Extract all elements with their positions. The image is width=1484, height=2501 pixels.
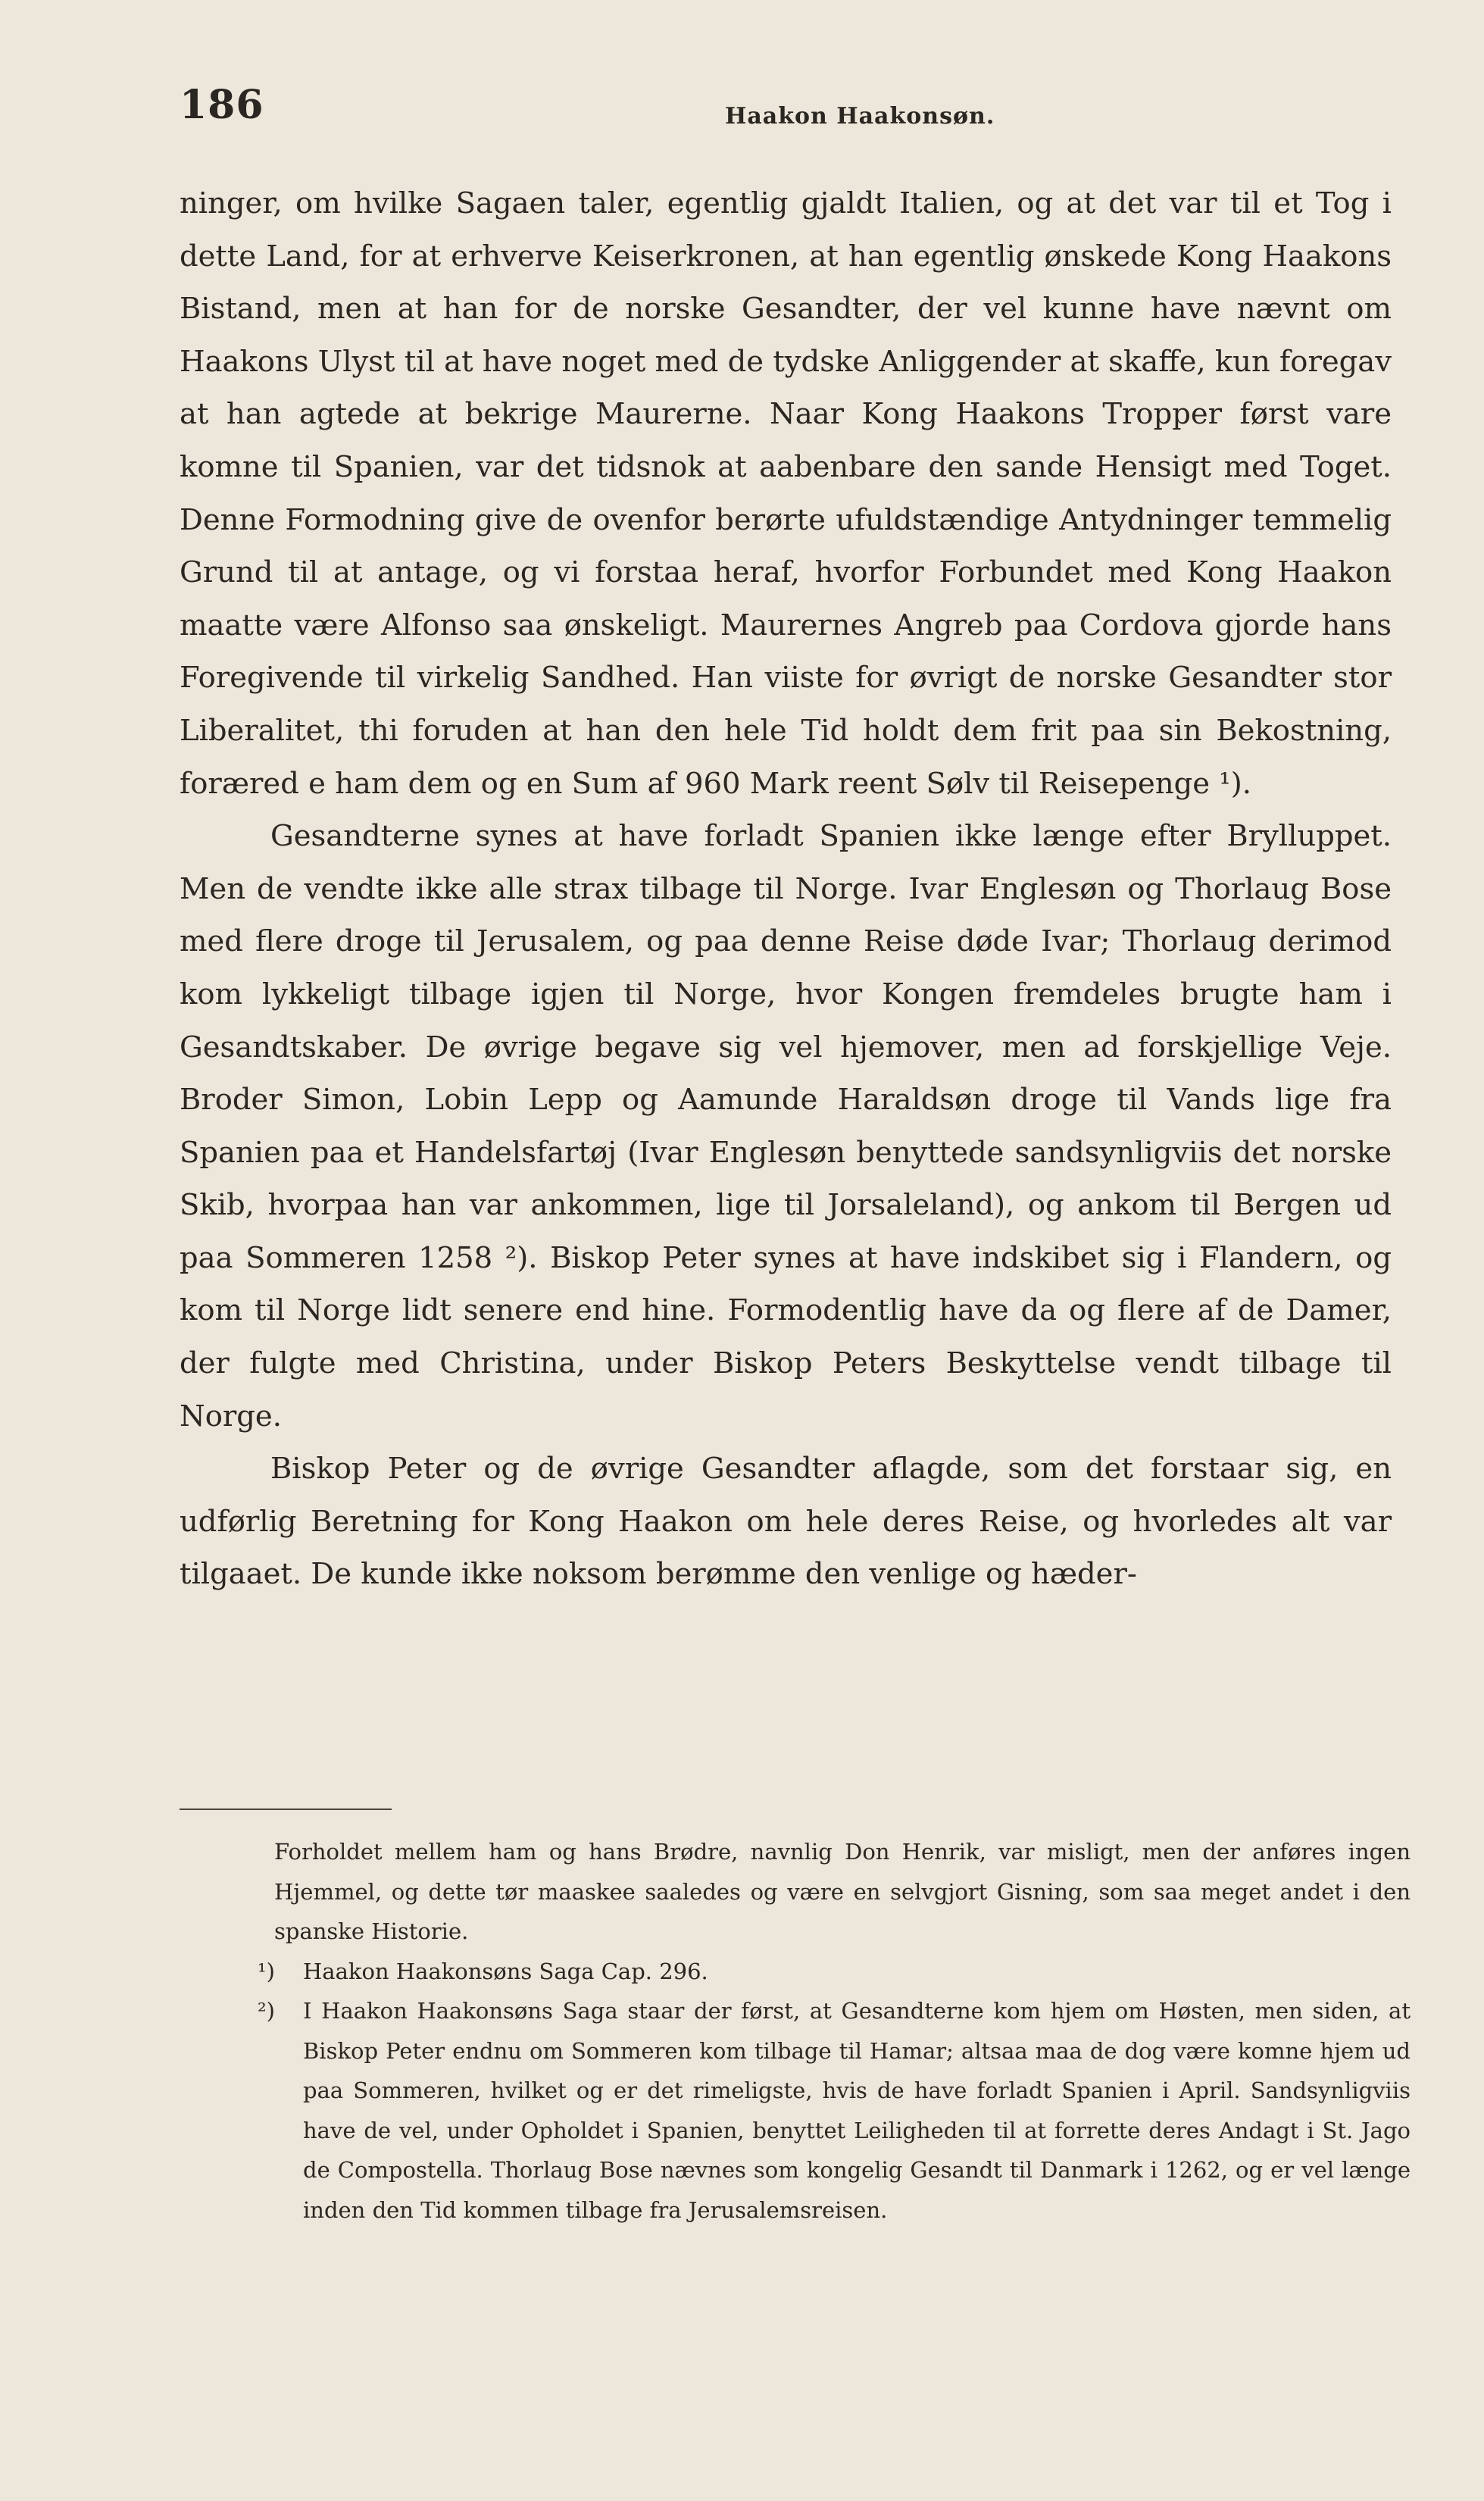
paragraph-1: ninger, om hvilke Sagaen taler, egentlig gjaldt Italien, og at det var til et Tog i dette Land, for at erhverve Keiserkronen, at han egentlig ønskede Kong Haakons Bistand, men at han for de norske Gesandter, der vel kunne have nævnt om Haakons Ulyst til at have noget med de tydske Anliggender at skaffe, kun foregav at han agtede at bekrige Maurerne. Naar Kong Haakons Tropper først vare komne til Spanien, var det tidsnok at aabenbare den sande Hensigt med Toget. Denne Formodning give de ovenfor berørte ufuldstændige Antydninger temmelig Grund til at antage, og vi forstaa heraf, hvorfor Forbundet med Kong Haakon maatte være Alfonso saa ønskeligt. Maurernes Angreb paa Cordova gjorde hans Foregivende til virkelig Sandhed. Han viiste for øvrigt de norske Gesandter stor Liberalitet, thi foruden at han den hele Tid holdt dem frit paa sin Bekostning, foræred e ham dem og en Sum af 960 Mark reent Sølv til Reisepenge ¹). (180, 186, 1392, 801)
paragraph-3: Biskop Peter og de øvrige Gesandter aflagde, som det forstaar sig, en udførlig Beretning for Kong Haakon om hele deres Reise, og hvorledes alt var tilgaaet. De kunde ikke noksom berømme den venlige og hæder- (180, 1452, 1392, 1592)
footnote-continuation: Forholdet mellem ham og hans Brødre, navnlig Don Henrik, var misligt, men der anføres ingen Hjemmel, og dette tør maaskee saaledes og være en selvgjort Gisning, som saa meget andet i den spanske Historie. (274, 1839, 1411, 1944)
footnote-mark-2: ²) (258, 1998, 275, 2024)
footnote-text-1: Haakon Haakonsøns Saga Cap. 296. (303, 1958, 708, 1984)
footnote-mark-1: ¹) (258, 1958, 275, 1984)
footnote-2 (258, 1991, 1411, 2230)
page-number: 186 (180, 82, 264, 128)
running-head: Haakon Haakonsøn. (725, 103, 995, 130)
footnote-text-2: I Haakon Haakonsøns Saga staar der først, at Gesandterne kom hjem om Høsten, men siden, at Biskop Peter endnu om Sommeren kom tilbage til Hamar; altsaa maa de dog være komne hjem ud paa Sommeren, hvilket og er det rimeligste, hvis de have forladt Spanien i April. Sandsynligviis have de vel, under Opholdet i Spanien, benyttet Leiligheden til at forrette deres Andagt i St. Jago de Compostella. Thorlaug Bose nævnes som kongelig Gesandt til Danmark i 1262, og er vel længe inden den Tid kommen tilbage fra Jerusalemsreisen. (303, 1998, 1411, 2223)
page-header (180, 82, 1392, 135)
main-text (180, 177, 1392, 1601)
footnotes (258, 1832, 1411, 2230)
paragraph-2: Gesandterne synes at have forladt Spanien ikke længe efter Brylluppet. Men de vendte ikke alle strax tilbage til Norge. Ivar Englesøn og Thorlaug Bose med flere droge til Jerusalem, og paa denne Reise døde Ivar; Thorlaug derimod kom lykkeligt tilbage igjen til Norge, hvor Kongen fremdeles brugte ham i Gesandtskaber. De øvrige begave sig vel hjemover, men ad forskjellige Veje. Broder Simon, Lobin Lepp og Aamunde Haraldsøn droge til Vands lige fra Spanien paa et Handelsfartøj (Ivar Englesøn benyttede sandsynligviis det norske Skib, hvorpaa han var ankommen, lige til Jorsaleland), og ankom til Bergen ud paa Sommeren 1258 ²). Biskop Peter synes at have indskibet sig i Flandern, og kom til Norge lidt senere end hine. Formodentlig have da og flere af de Damer, der fulgte med Christina, under Biskop Peters Beskyttelse vendt tilbage til Norge. (180, 819, 1392, 1433)
footnote-divider (180, 1809, 392, 1810)
footnote-1 (258, 1952, 1411, 1992)
